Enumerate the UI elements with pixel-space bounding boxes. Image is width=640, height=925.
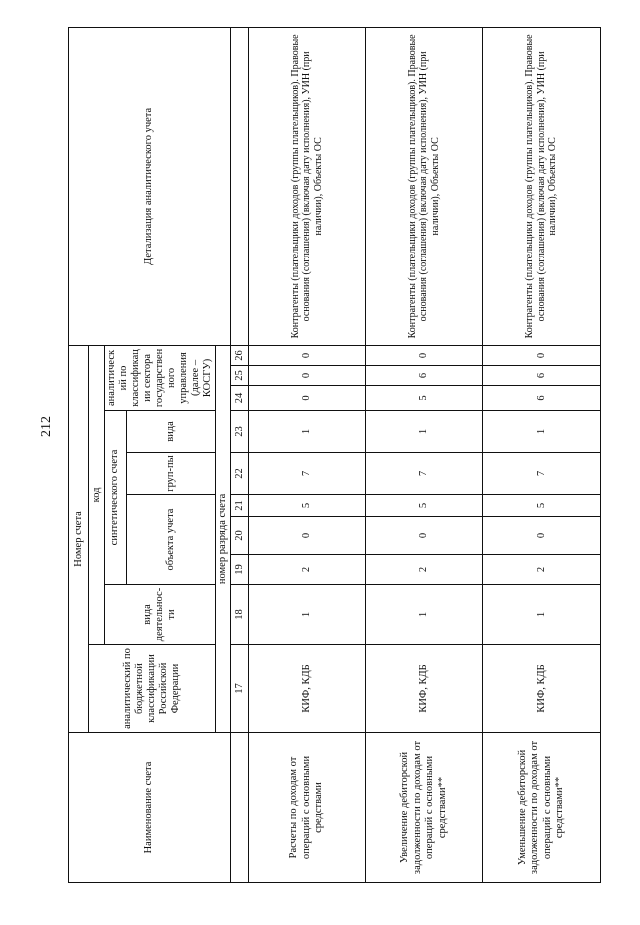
row-value: 5 [366,386,483,411]
row-value: 0 [483,345,601,365]
header-group: груп-пы [126,453,215,495]
row-value: 1 [249,411,366,453]
row-value: КИФ, КДБ [249,645,366,733]
header-digit-row: номер разряда счета [216,345,231,732]
row-value: 6 [483,366,601,386]
header-digit: 22 [231,453,249,495]
header-digit: 23 [231,411,249,453]
row-value: 1 [366,585,483,645]
row-value: 0 [366,345,483,365]
row-value: 0 [249,386,366,411]
rotated-table-wrapper [68,28,590,883]
row-value: 5 [249,495,366,517]
row-value: 1 [483,585,601,645]
row-value: 1 [366,411,483,453]
page-number: 212 [39,416,54,437]
row-account-name: Расчеты по доходам от операций с основными средствами [249,733,366,883]
row-value: 0 [249,366,366,386]
row-account-name: Уменьшение дебиторской задолженности по доходам от операций с основными средствами** [483,733,601,883]
accounts-table [68,27,601,883]
header-digit: 26 [231,345,249,365]
row-value: 2 [249,555,366,585]
header-activity-type: вида деятельнос-ти [105,585,216,645]
header-digit: 17 [231,645,249,733]
table-row [366,27,483,882]
row-detail: Контрагенты (плательщики доходов (группы плательщиков). Правовые основания (соглашения) (включая дату исполнения), УИН (при наличии), Объекты ОС [483,27,601,345]
header-account-name: Наименование счета [69,733,231,883]
row-value: 2 [366,555,483,585]
table-row [483,27,601,882]
row-value: 5 [483,495,601,517]
header-kosgu: аналитический по классификации сектора государственного управления (далее – КОСГУ) [105,345,216,410]
header-row-digits [231,27,249,882]
row-value: 0 [483,517,601,555]
table-row [249,27,366,882]
header-account-number: Номер счета [69,345,89,732]
row-account-name: Увеличение дебиторской задолженности по доходам от операций с основными средствами** [366,733,483,883]
header-synthetic: синтетического счета [105,411,127,585]
row-value: 0 [366,517,483,555]
row-value: 7 [483,453,601,495]
header-budget-class: аналитический по бюджетной классификации Российской Федерации [89,645,216,733]
row-value: 7 [249,453,366,495]
header-kind: вида [126,411,215,453]
row-value: 6 [366,366,483,386]
header-detail: Детализация аналитического учета [69,27,231,345]
header-digit-empty [231,733,249,883]
row-value: КИФ, КДБ [366,645,483,733]
row-detail: Контрагенты (плательщики доходов (группы плательщиков). Правовые основания (соглашения) (включая дату исполнения), УИН (при наличии), Объекты ОС [366,27,483,345]
header-digit: 19 [231,555,249,585]
row-value: 0 [249,517,366,555]
header-digit: 24 [231,386,249,411]
row-value: 1 [483,411,601,453]
header-digit: 20 [231,517,249,555]
header-account-object: объекта учета [126,495,215,585]
header-digit: 21 [231,495,249,517]
header-digit: 25 [231,366,249,386]
row-value: КИФ, КДБ [483,645,601,733]
row-value: 6 [483,386,601,411]
header-row-1 [69,27,89,882]
row-value: 1 [249,585,366,645]
row-value: 0 [249,345,366,365]
row-value: 7 [366,453,483,495]
row-value: 2 [483,555,601,585]
row-value: 5 [366,495,483,517]
header-digit-empty [231,27,249,345]
header-code: код [89,345,105,644]
row-detail: Контрагенты (плательщики доходов (группы плательщиков). Правовые основания (соглашения) (включая дату исполнения), УИН (при наличии), Объекты ОС [249,27,366,345]
header-digit: 18 [231,585,249,645]
